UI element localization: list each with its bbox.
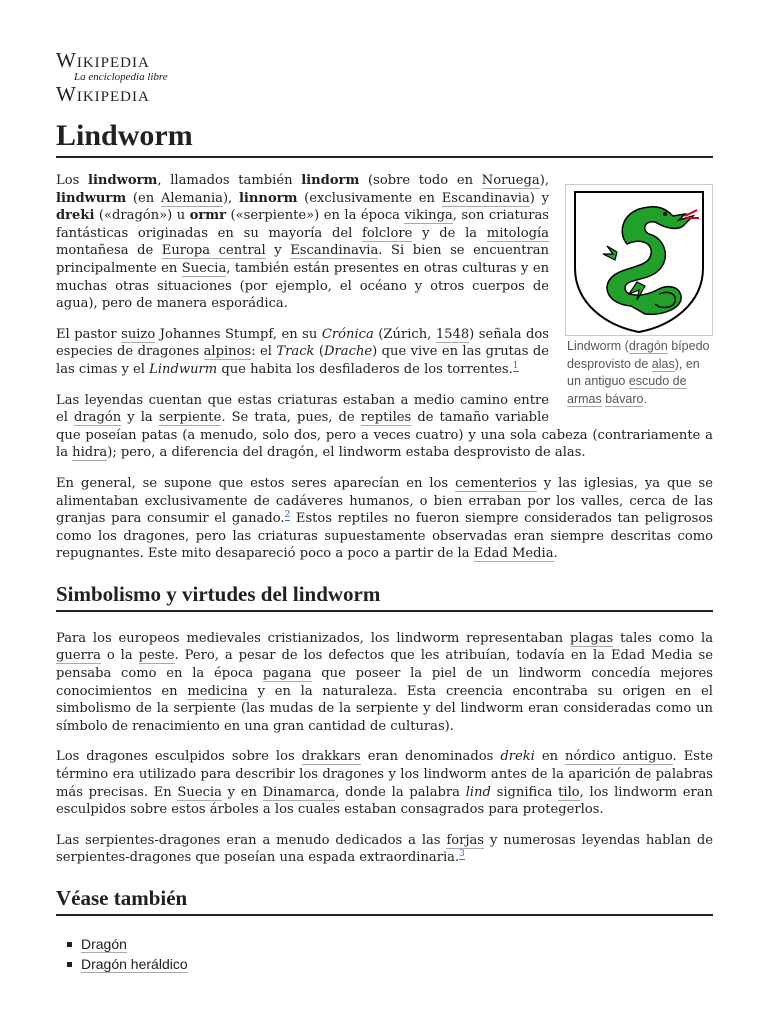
link-1548[interactable]: 1548 — [435, 326, 470, 342]
link-escudo-de-armas[interactable]: escudo de armas — [567, 374, 687, 406]
infobox — [565, 184, 713, 408]
paragraph-symbolism: Para los europeos medievales cristianizados, los lindworm representaban plagas tales como la guerra o la peste. Pero, a pesar de los defectos que les atribuían, todavía en la Edad Media se pensaba como en la época pagana que poseer la piel de un lindworm concedía mejores conocimientos en medicina y en la naturaleza. Esta creencia encontraba su origen en el simbolismo de la serpiente (las mudas de la serpiente y del lindworm eran consideradas como un símbolo de renacimiento en una gran cantidad de culturas). — [56, 630, 713, 734]
paragraph-drakkars: Los dragones esculpidos sobre los drakkars eran denominados dreki en nórdico antiguo. Este término era utilizado para describir los dragones y los lindworm antes de la aparición de palabras más precisas. En Suecia y en Dinamarca, donde la palabra lind significa tilo, los lindworm eran esculpidos sobre estos árboles a los cuales estaban consagrados para protegerlos. — [56, 749, 713, 818]
link-dragon[interactable]: dragón — [628, 339, 668, 353]
link-escandinavia-2[interactable]: Escandinavia — [290, 243, 379, 259]
link-forjas[interactable]: forjas — [446, 832, 485, 848]
link-hidra[interactable]: hidra — [72, 445, 108, 461]
list-item — [81, 934, 713, 954]
reference-2[interactable]: 2 — [284, 509, 291, 520]
link-noruega[interactable]: Noruega — [481, 173, 540, 188]
section-heading-vease-tambien: Véase también — [56, 885, 713, 916]
link-pagana[interactable]: pagana — [262, 666, 312, 682]
link-europa-central[interactable]: Europa central — [161, 243, 266, 259]
paragraph-intro: Los lindworm, llamados también lindorm (sobre todo en Noruega), lindwurm (en Alemania), linnorm (exclusivamente en Escandinavia) y dreki («dragón») u ormr («serpiente») en la época vikinga, son criaturas fantásticas originadas en su mayoría del folclore y de la mitología montañesa de Europa central y Escandinavia. Si bien se encuentran principalmente en Suecia, también están presentes en otras culturas y en muchas otras situaciones (por ejemplo, el océano y otros cuerpos de agua), pero de manera esporádica. — [56, 173, 549, 312]
link-see-also-dragon[interactable]: Dragón — [81, 936, 127, 952]
list-item — [81, 954, 713, 974]
link-drakkars[interactable]: drakkars — [301, 749, 361, 765]
link-suizo[interactable]: suizo — [121, 326, 156, 342]
link-edad-media[interactable]: Edad Media — [473, 546, 554, 562]
link-tilo[interactable]: tilo — [558, 784, 580, 800]
link-bavaro[interactable]: bávaro — [605, 391, 644, 406]
logo-wordmark: Wikipedia — [56, 48, 150, 72]
link-guerra[interactable]: guerra — [56, 648, 101, 664]
link-see-also-dragon-heraldico[interactable]: Dragón heráldico — [81, 956, 188, 972]
paragraph-forjas: Las serpientes-dragones eran a menudo dedicados a las forjas y numerosas leyendas hablan de serpientes-dragones que poseían una espada extraordinaria.$^3$ — [56, 832, 713, 866]
link-escandinavia[interactable]: Escandinavia — [441, 190, 530, 206]
wikipedia-logo[interactable] — [56, 50, 196, 104]
link-alpinos[interactable]: alpinos — [203, 344, 252, 360]
link-cementerios[interactable]: cementerios — [455, 475, 537, 491]
link-plagas[interactable]: plagas — [569, 630, 614, 646]
link-reptiles[interactable]: reptiles — [360, 410, 412, 426]
see-also-list — [56, 934, 713, 974]
page-title: Lindworm — [56, 118, 713, 158]
link-mitologia[interactable]: mitología — [486, 225, 549, 241]
link-dragon-body[interactable]: dragón — [74, 410, 122, 426]
link-peste[interactable]: peste — [138, 648, 175, 664]
link-alas[interactable]: alas — [651, 356, 675, 371]
reference-1[interactable]: 1 — [512, 360, 519, 371]
coat-of-arms-image[interactable] — [565, 184, 713, 336]
link-suecia-2[interactable]: Suecia — [177, 784, 222, 800]
link-suecia[interactable]: Suecia — [181, 260, 227, 276]
link-vikinga[interactable]: vikinga — [404, 208, 453, 224]
link-serpiente[interactable]: serpiente — [158, 410, 222, 426]
lindworm-shield-icon — [567, 186, 711, 334]
logo-tagline: La enciclopedia libre — [74, 71, 168, 83]
article-content — [56, 172, 713, 974]
section-heading-simbolismo: Simbolismo y virtudes del lindworm — [56, 581, 713, 612]
link-medicina[interactable]: medicina — [187, 683, 248, 699]
paragraph-description: Las leyendas cuentan que estas criaturas estaban a medio camino entre el dragón y la serpiente. Se trata, pues, de reptiles de tamaño variable que poseían patas (a menudo, solo dos, pero a veces cuatro) y una sola cabeza (contrariamente a la hidra); pero, a diferencia del dragón, el lindworm estaba desprovisto de alas. — [56, 392, 713, 461]
link-dinamarca[interactable]: Dinamarca — [262, 784, 336, 800]
link-folclore[interactable]: folclore — [362, 225, 413, 241]
paragraph-stumpf: El pastor suizo Johannes Stumpf, en su Crónica (Zúrich, 1548) señala dos especies de dragones alpinos: el Track (Drache) que vive en las grutas de las cimas y el Lindwurm que habita los desfiladeros de los torrentes.$^1$ — [56, 326, 550, 377]
reference-3[interactable]: 3 — [459, 849, 465, 860]
logo-wordmark-secondary: Wikipedia — [56, 82, 150, 106]
link-alemania[interactable]: Alemania — [160, 190, 223, 206]
link-nordico-antiguo[interactable]: nórdico antiguo — [565, 749, 673, 765]
paragraph-habitat: En general, se supone que estos seres aparecían en los cementerios y las iglesias, ya que se alimentaban exclusivamente de cadáveres humanos, o bien erraban por los valles, cerca de las granjas para consumir el ganado.$^2$ Estos reptiles no fueron siempre considerados tan peligrosos como los dragones, pero las criaturas supuestamente observadas eran siempre descritas como repugnantes. Este mito desapareció poco a poco a partir de la Edad Media. — [56, 475, 713, 562]
infobox-caption: Lindworm (dragón bípedo desprovisto de alas), en un antiguo escudo de armas bávaro. — [567, 339, 710, 406]
